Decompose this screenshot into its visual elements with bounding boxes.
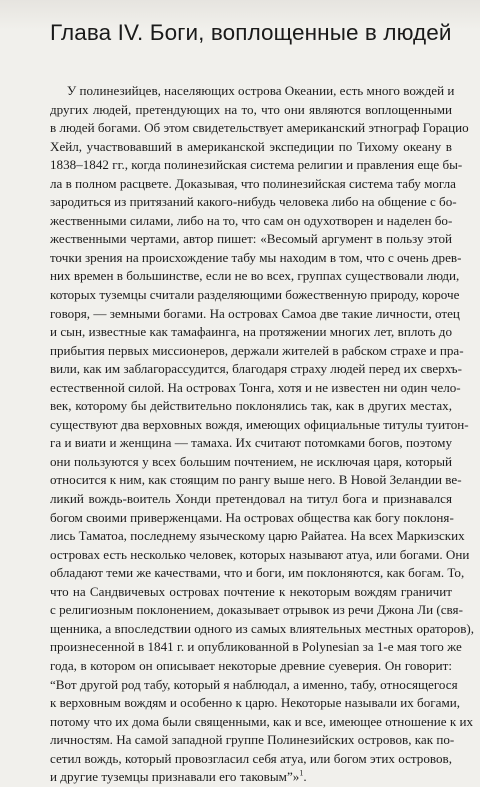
text-line: У полинезийцев, населяющих острова Океании, есть много вождей и [67, 83, 455, 98]
text-line: лись Таматоа, последнему языческому царю Райатеа. На всех Маркизских [50, 528, 465, 544]
text-line: ла в полном расцвете. Доказывая, что полинезийская система табу могла [50, 175, 456, 191]
text-line: и другие туземцы признавали его таковым”»$^1$. [50, 768, 307, 785]
text-line: богом своими приверженцами. На островах общества как богу поклоня- [50, 509, 454, 525]
text-line: точки зрения на происхождение табу мы находим в том, что с очень древ- [50, 249, 462, 265]
text-line: “Вот другой род табу, который я наблюдал, а именно, табу, относящегося [50, 676, 458, 692]
text-line: сетил вождь, который провозгласил себя атуа, или богом этих островов, [50, 750, 452, 766]
text-line: ликий вождь-воитель Хонди претендовал на титул бога и признавался [50, 491, 452, 507]
text-line: жественными чертами, автор пишет: «Весомый аргумент в пользу этой [50, 231, 452, 247]
text-line: личностям. На самой западной группе Полинезийских островов, как по- [50, 732, 455, 748]
book-page [50, 0, 475, 785]
text-line: к верховным вождям и особенно к царю. Некоторые называли их богами, [50, 695, 461, 711]
text-line: потому что их дома были священными, как и все, имеющее отношение к их [50, 713, 474, 729]
text-line: обладают теми же качествами, что и боги, им поклоняются, как богам. То, [50, 565, 465, 581]
text-line: них времен в большинстве, если не во всех, группах существовали люди, [50, 268, 460, 284]
text-line: относится к ним, как стоящим по рангу выше него. В Новой Зеландии ве- [50, 472, 462, 488]
text-line: других людей, претендующих на то, что они являются воплощенными [50, 101, 452, 117]
text-line: и сын, известные как тамафаинга, на протяжении многих лет, вплоть до [50, 324, 452, 340]
footnote-marker[interactable]: 1 [299, 768, 304, 778]
text-line: произнесенной в 1841 г. и опубликованной в Polynesian за 1-е мая того же [50, 639, 462, 655]
text-line: года, в котором он описывает некоторые древние суеверия. Он говорит: [50, 657, 452, 673]
text-line: щенника, а впоследствии одного из самых влиятельных местных ораторов), [50, 620, 475, 636]
text-line: век, которому бы действительно поклонялись так, как в других местах, [50, 398, 452, 414]
text-line: говоря, — земными богами. На островах Самоа две такие личности, отец [50, 305, 460, 321]
text-line: естественной силой. На островах Тонга, хотя и не известен ни один чело- [50, 379, 461, 395]
text-line: га и виати и женщина — тамаха. Их считают потомками богов, поэтому [50, 435, 452, 451]
text-line: они пользуются у всех большим почтением, не исключая царя, который [50, 453, 452, 469]
text-line: зародиться из притязаний какого-нибудь человека либо на общение с бо- [50, 194, 457, 210]
chapter-title: Глава IV. Боги, воплощенные в людей [50, 20, 452, 45]
text-line: 1838–1842 гг., когда полинезийская система религии и правления еще бы- [50, 157, 463, 173]
text-line: Хейл, участвовавший в американской экспедиции по Тихому океану в [50, 138, 452, 154]
text-line: что на Сандвичевых островах почтение к некоторым вождям граничит [50, 583, 452, 599]
text-line: островах есть несколько человек, которых называют атуа, или богами. Они [50, 546, 470, 562]
body-text [50, 82, 475, 787]
text-line: жественными силами, либо на то, что сам он одухотворен и наделен бо- [50, 212, 453, 228]
text-line: в людей богами. Об этом свидетельствует американский этнограф Горацио [50, 120, 469, 136]
text-line: с религиозным поклонением, доказывает отрывок из речи Джона Ли (свя- [50, 602, 463, 618]
text-line: прибытия первых миссионеров, держали жителей в рабском страхе и пра- [50, 342, 464, 358]
text-line: существуют два верховных вождя, имеющих официальные титулы туитон- [50, 416, 469, 432]
text-line: вили, как им заблагорассудится, благодаря страху людей перед их сверхъ- [50, 361, 462, 377]
text-line: которых туземцы считали разделяющими божественную природу, короче [50, 287, 460, 303]
